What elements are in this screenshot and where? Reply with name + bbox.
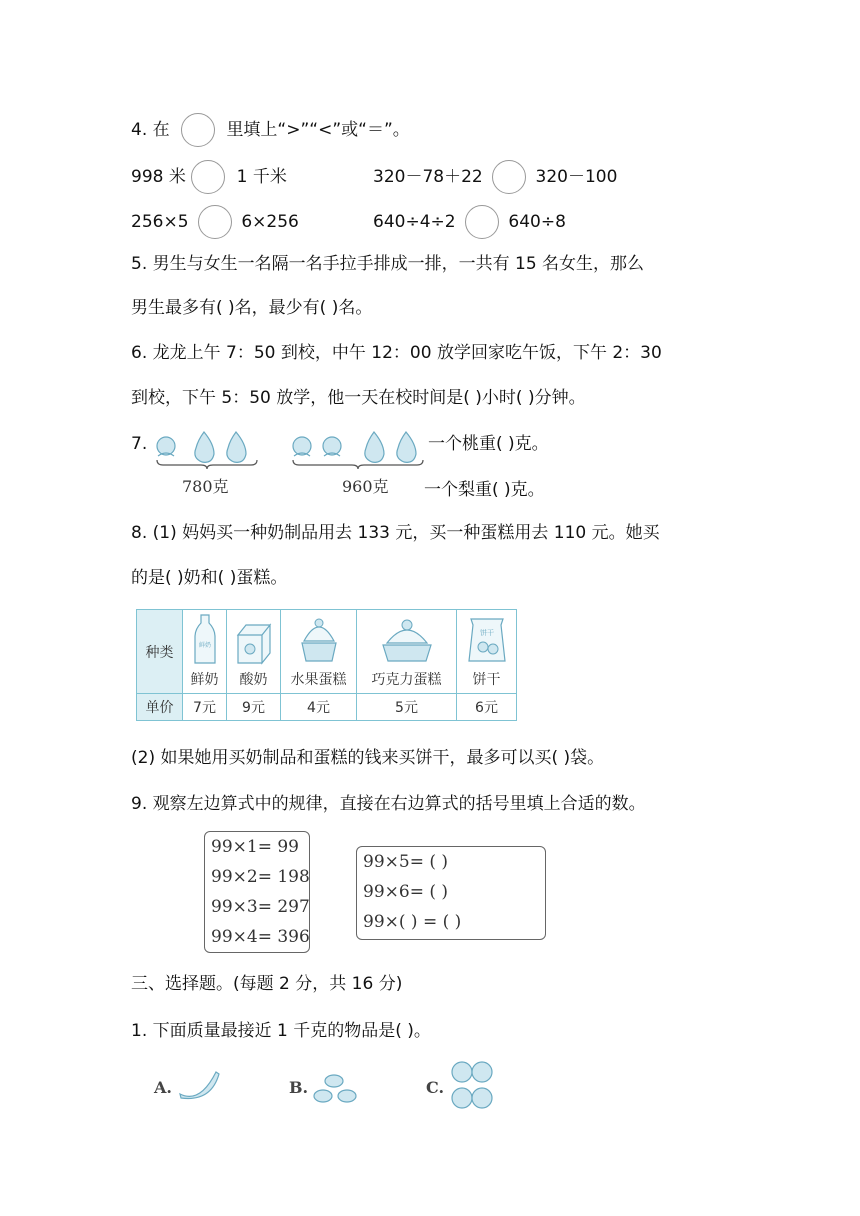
compare-circle[interactable]	[492, 160, 526, 194]
item-price: 6元	[457, 694, 517, 721]
q4-row1-left: 998 米 1 千米	[131, 160, 287, 194]
item-name: 水果蛋糕	[290, 672, 347, 688]
price-table	[136, 609, 517, 721]
item-price: 7元	[183, 694, 227, 721]
table-cell-item	[281, 610, 357, 694]
table-cell-item	[183, 610, 227, 694]
eggs-icon	[310, 1072, 360, 1106]
answer-row: 99×6= ( )	[363, 882, 449, 902]
q4-title: 4. 在 里填上“>”“<”或“＝”。	[131, 113, 410, 147]
yogurt-carton-icon	[234, 621, 274, 665]
milk-bottle-icon	[194, 613, 216, 665]
chocolate-cake-icon	[377, 615, 437, 665]
table-cell-item	[457, 610, 517, 694]
answer-row: 99×5= ( )	[363, 852, 449, 872]
table-cell-item	[357, 610, 457, 694]
answer-row: 99×( ) = ( )	[363, 912, 462, 932]
svg-text:饼干: 饼干	[479, 629, 494, 637]
brace-a	[155, 458, 260, 470]
section3-title: 三、选择题。(每题 2 分，共 16 分)	[131, 974, 403, 994]
compare-circle[interactable]	[198, 205, 232, 239]
q8-line2: 的是( )奶和( )蛋糕。	[131, 568, 288, 588]
option-a-label[interactable]: A.	[154, 1078, 172, 1097]
option-c-label[interactable]: C.	[426, 1078, 445, 1097]
peach-icon	[293, 437, 311, 456]
answer-box-right	[356, 846, 546, 940]
q8-line1: 8. (1) 妈妈买一种奶制品用去 133 元，买一种蛋糕用去 110 元。她买	[131, 523, 660, 543]
q7-pear-line: 一个梨重( )克。	[424, 480, 545, 500]
pattern-row: 99×2= 198	[211, 867, 310, 887]
q6-line2: 到校，下午 5：50 放学，他一天在校时间是( )小时( )分钟。	[131, 388, 586, 408]
item-name: 饼干	[472, 672, 501, 688]
q6-line1: 6. 龙龙上午 7：50 到校，中午 12：00 放学回家吃午饭，下午 2：30	[131, 343, 662, 363]
brace-b	[291, 458, 426, 470]
banana-icon	[176, 1066, 222, 1100]
item-name: 鲜奶	[190, 672, 219, 688]
q4-row2-left: 256×5 6×256	[131, 205, 299, 239]
svg-text:鲜奶: 鲜奶	[198, 642, 211, 649]
pattern-row: 99×3= 297	[211, 897, 310, 917]
compare-circle[interactable]	[465, 205, 499, 239]
fruit-cake-icon	[294, 615, 344, 665]
brace-label-b: 960克	[342, 477, 389, 496]
item-name: 酸奶	[239, 672, 268, 688]
q5-line2: 男生最多有( )名，最少有( )名。	[131, 298, 373, 318]
option-b-label[interactable]: B.	[289, 1078, 309, 1097]
q4-row1-right: 320－78＋22 320－100	[373, 160, 617, 194]
q7-number: 7.	[131, 434, 148, 454]
brace-label-a: 780克	[182, 477, 229, 496]
item-price: 5元	[357, 694, 457, 721]
peach-icon	[157, 437, 175, 456]
apples-icon	[448, 1058, 498, 1114]
q7-peach-line: 一个桃重( )克。	[428, 434, 549, 454]
q9-line1: 9. 观察左边算式中的规律，直接在右边算式的括号里填上合适的数。	[131, 794, 646, 814]
pattern-row: 99×1= 99	[211, 837, 299, 857]
q5-line1: 5. 男生与女生一名隔一名手拉手排成一排，一共有 15 名女生，那么	[131, 254, 645, 274]
compare-circle[interactable]	[181, 113, 215, 147]
biscuit-bag-icon	[465, 615, 509, 665]
table-head-kind: 种类	[137, 610, 183, 694]
item-price: 4元	[281, 694, 357, 721]
item-price: 9元	[227, 694, 281, 721]
peach-icon	[323, 437, 341, 456]
s3-q1: 1. 下面质量最接近 1 千克的物品是( )。	[131, 1021, 431, 1041]
compare-circle[interactable]	[191, 160, 225, 194]
table-head-price: 单价	[137, 694, 183, 721]
pattern-row: 99×4= 396	[211, 927, 310, 947]
q8-line3: (2) 如果她用买奶制品和蛋糕的钱来买饼干，最多可以买( )袋。	[131, 748, 605, 768]
q4-row2-right: 640÷4÷2 640÷8	[373, 205, 566, 239]
item-name: 巧克力蛋糕	[371, 672, 442, 688]
pattern-box-left	[204, 831, 310, 953]
table-cell-item	[227, 610, 281, 694]
